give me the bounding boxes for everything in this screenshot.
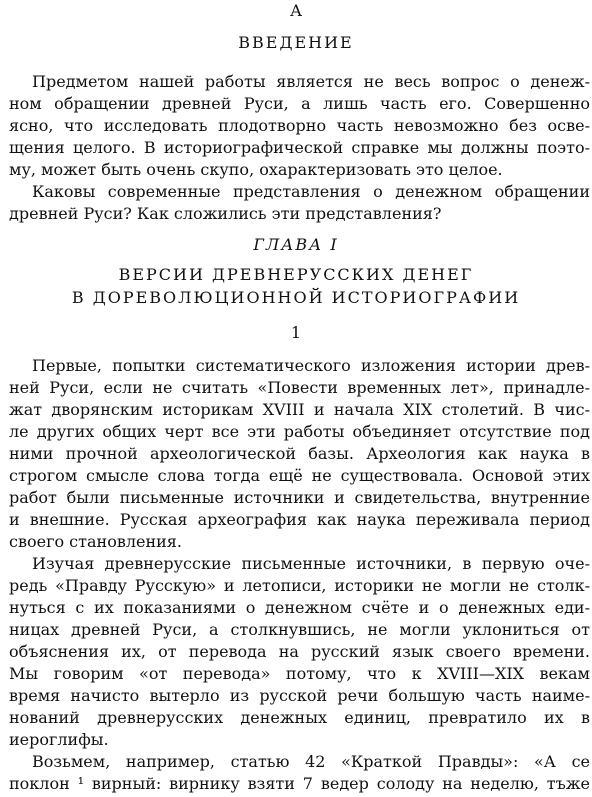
body-line: Первые, попытки систематического изложения истории древ-	[32, 356, 590, 375]
body-line: иероглифы.	[9, 730, 109, 749]
body-line: жат дворянским историкам XVIII и начала XIX столетий. В чис-	[9, 400, 590, 419]
body-line: нуться с их показаниями о денежном счёте и о денежных еди-	[9, 598, 590, 617]
section-letter: А	[289, 1, 303, 20]
body-line: нований древнерусских денежных единиц, превратило их в	[9, 708, 590, 727]
body-line: ле других общих черт все эти работы объединяет отсутствие под	[9, 422, 590, 441]
body-line: ней Руси, если не считать «Повести временных лет», принадле-	[9, 378, 590, 397]
chapter-label: ГЛАВА I	[253, 235, 339, 254]
body-line: и внешние. Русская археография как наука переживала период	[9, 510, 590, 529]
intro-heading: ВВЕДЕНИЕ	[238, 33, 354, 52]
body-line: ницах древней Руси, а столкнувшись, не могли уклониться от	[9, 620, 590, 639]
body-line: Изучая древнерусские письменные источники, в первую оче-	[32, 554, 590, 573]
body-line: ними прочной археологической базы. Археология как наука в	[9, 444, 590, 463]
body-line: своего становления.	[9, 532, 182, 551]
body-line: работ были письменные источники и свидетельства, внутренние	[9, 488, 590, 507]
intro-line: щения целого. В историографической справке мы должны поэто-	[9, 138, 590, 157]
body-line: строгом смысле слова тогда ещё не существовала. Основой этих	[9, 466, 590, 485]
intro-line: Каковы современные представления о денежном обращении	[32, 182, 590, 201]
intro-line: му, может быть очень скупо, охарактеризовать это целое.	[9, 160, 503, 179]
intro-line: ясно, что исследовать плодотворно часть невозможно без осве-	[9, 116, 590, 135]
body-line: редь «Правду Русскую» и летописи, историки не могли не столк-	[9, 576, 590, 595]
body-line: Мы говорим «от перевода» потому, что к XVIII—XIX векам	[9, 664, 590, 683]
subsection-number: 1	[290, 323, 302, 342]
body-line: Возьмем, например, статью 42 «Краткой Правды»: «А се	[32, 752, 590, 771]
intro-line: ном обращении древней Руси, а лишь часть его. Совершенно	[9, 94, 590, 113]
chapter-title-line-2: В ДОРЕВОЛЮЦИОННОЙ ИСТОРИОГРАФИИ	[71, 288, 521, 307]
body-line: объяснения их, от перевода на русский язык своего времени.	[9, 642, 590, 661]
chapter-title-line-1: ВЕРСИИ ДРЕВНЕРУССКИХ ДЕНЕГ	[118, 265, 474, 284]
intro-line: древней Руси? Как сложились эти представления?	[9, 204, 442, 223]
body-line: поклон ¹ вирный: вирнику взяти 7 ведер солоду на неделю, тъже	[9, 774, 590, 793]
body-line: время начисто вытерло из русской речи большую часть наиме-	[9, 686, 590, 705]
intro-line: Предметом нашей работы является не весь вопрос о денеж-	[32, 72, 590, 91]
